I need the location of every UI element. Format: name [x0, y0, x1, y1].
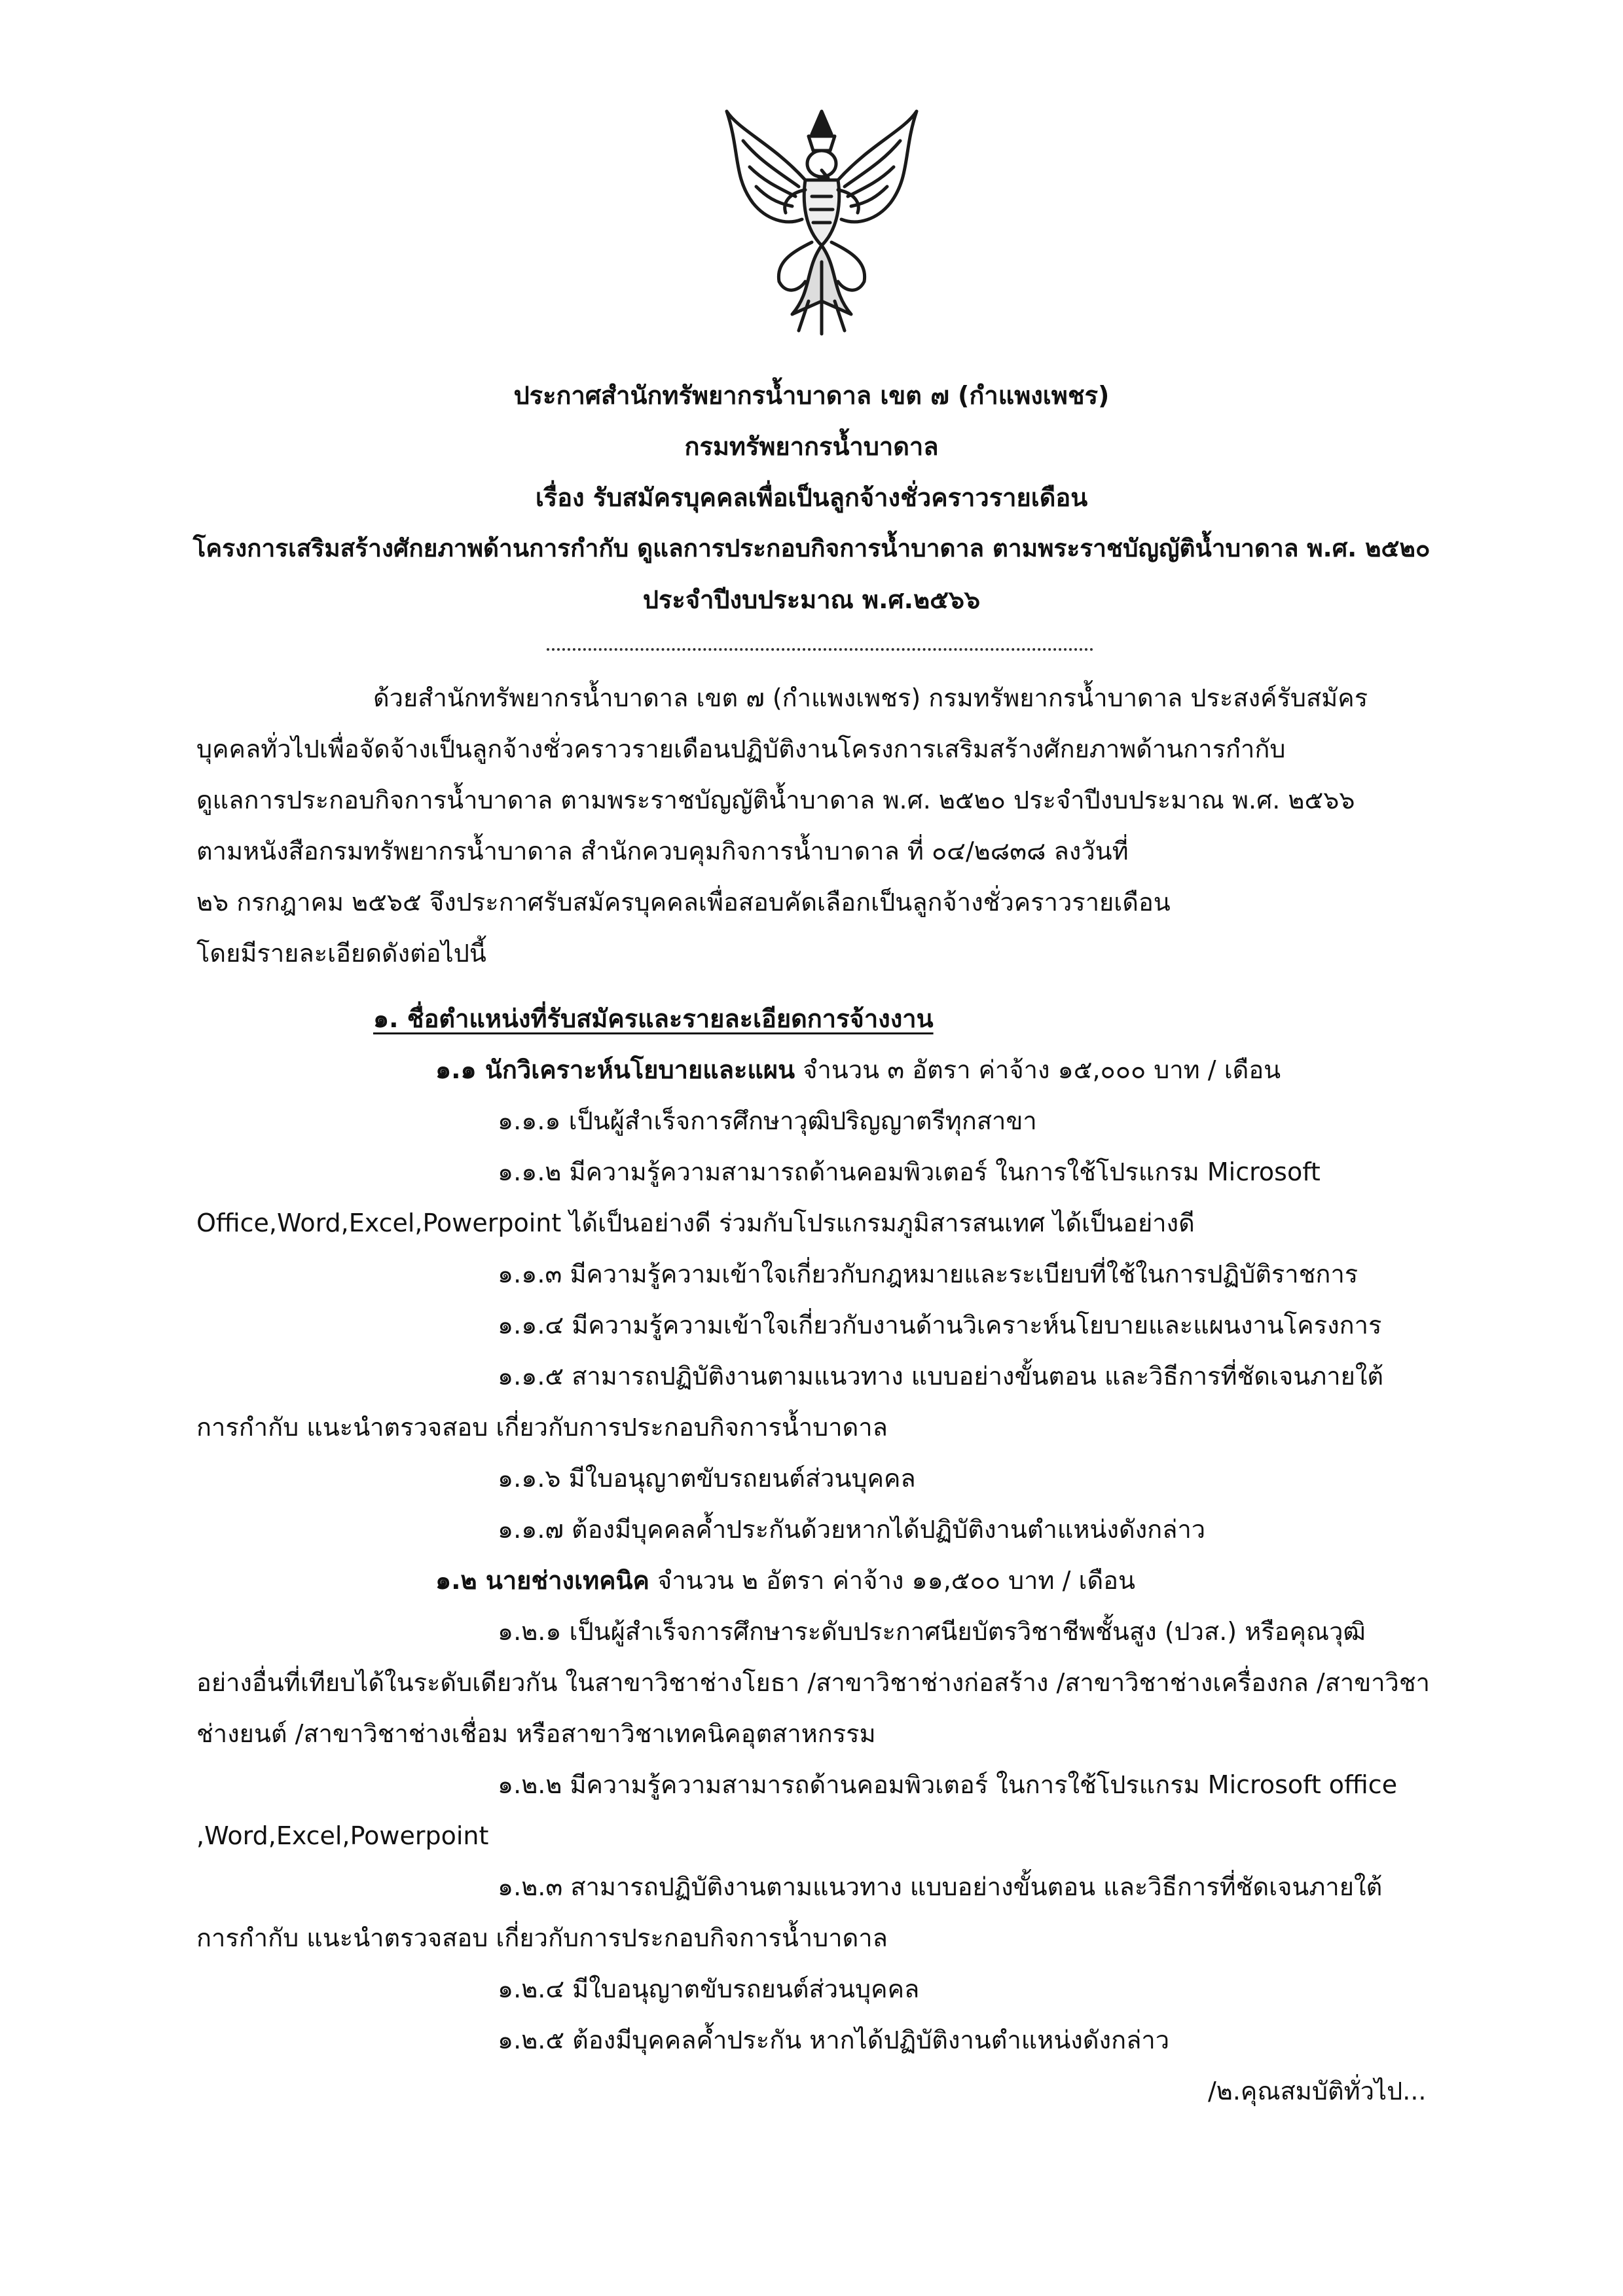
requirement-item: การกำกับ แนะนำตรวจสอบ เกี่ยวกับการประกอบกิจการน้ำบาดาล — [196, 1923, 888, 1952]
requirement-item: ๑.๒.๕ ต้องมีบุคคลค้ำประกัน หากได้ปฏิบัติงานตำแหน่งดังกล่าว — [498, 2026, 1170, 2054]
section-heading: ๑. ชื่อตำแหน่งที่รับสมัครและรายละเอียดการจ้างงาน — [373, 1004, 934, 1033]
intro-line: บุคคลทั่วไปเพื่อจัดจ้างเป็นลูกจ้างชั่วคราวรายเดือนปฏิบัติงานโครงการเสริมสร้างศักยภาพด้านการกำกับ — [196, 735, 1286, 763]
intro-line: ๒๖ กรกฎาคม ๒๕๖๕ จึงประกาศรับสมัครบุคคลเพื่อสอบคัดเลือกเป็นลูกจ้างชั่วคราวรายเดือน — [196, 888, 1171, 917]
department-name: กรมทรัพยากรน้ำบาดาล — [684, 432, 939, 461]
requirement-item: ช่างยนต์ /สาขาวิชาช่างเชื่อม หรือสาขาวิชาเทคนิคอุตสาหกรรม — [196, 1719, 876, 1748]
position-detail: จำนวน ๒ อัตรา ค่าจ้าง ๑๑,๕๐๐ บาท / เดือน — [657, 1566, 1135, 1595]
requirement-item: ๑.๒.๑ เป็นผู้สำเร็จการศึกษาระดับประกาศนียบัตรวิชาชีพชั้นสูง (ปวส.) หรือคุณวุฒิ — [498, 1617, 1366, 1646]
requirement-item: ๑.๑.๗ ต้องมีบุคคลค้ำประกันด้วยหากได้ปฏิบัติงานตำแหน่งดังกล่าว — [498, 1515, 1206, 1544]
continuation-note: /๒.คุณสมบัติทั่วไป... — [1208, 2077, 1427, 2105]
position-title: ๑.๑ นักวิเคราะห์นโยบายและแผน — [435, 1055, 795, 1084]
requirement-item: Office,Word,Excel,Powerpoint ได้เป็นอย่างดี ร่วมกับโปรแกรมภูมิสารสนเทศ ได้เป็นอย่างดี — [196, 1209, 1195, 1237]
requirement-item: ๑.๒.๒ มีความรู้ความสามารถด้านคอมพิวเตอร์ ในการใช้โปรแกรม Microsoft office — [498, 1770, 1398, 1799]
intro-line: ด้วยสำนักทรัพยากรน้ำบาดาล เขต ๗ (กำแพงเพชร) กรมทรัพยากรน้ำบาดาล ประสงค์รับสมัคร — [373, 683, 1368, 712]
position-detail: จำนวน ๓ อัตรา ค่าจ้าง ๑๕,๐๐๐ บาท / เดือน — [803, 1055, 1281, 1084]
requirement-item: ๑.๑.๓ มีความรู้ความเข้าใจเกี่ยวกับกฎหมายและระเบียบที่ใช้ในการปฏิบัติราชการ — [498, 1260, 1359, 1288]
announcement-title: ประกาศสำนักทรัพยากรน้ำบาดาล เขต ๗ (กำแพงเพชร) — [513, 381, 1110, 410]
title-divider — [547, 648, 1093, 651]
position-heading — [435, 1568, 1135, 1593]
intro-line: โดยมีรายละเอียดดังต่อไปนี้ — [196, 939, 486, 968]
requirement-item: ๑.๑.๖ มีใบอนุญาตขับรถยนต์ส่วนบุคคล — [498, 1464, 916, 1493]
requirement-item: ๑.๒.๓ สามารถปฏิบัติงานตามแนวทาง แบบอย่างขั้นตอน และวิธีการที่ชัดเจนภายใต้ — [498, 1872, 1383, 1901]
requirement-item: ๑.๒.๔ มีใบอนุญาตขับรถยนต์ส่วนบุคคล — [498, 1975, 920, 2003]
requirement-item: ๑.๑.๒ มีความรู้ความสามารถด้านคอมพิวเตอร์ ในการใช้โปรแกรม Microsoft — [498, 1157, 1321, 1186]
fiscal-year: ประจำปีงบประมาณ พ.ศ.๒๕๖๖ — [642, 585, 981, 614]
garuda-emblem-icon — [714, 105, 930, 340]
requirement-item: การกำกับ แนะนำตรวจสอบ เกี่ยวกับการประกอบกิจการน้ำบาดาล — [196, 1413, 888, 1442]
project-name: โครงการเสริมสร้างศักยภาพด้านการกำกับ ดูแลการประกอบกิจการน้ำบาดาล ตามพระราชบัญญัติน้ำบาดาล พ.ศ. ๒๕๒๐ — [192, 534, 1431, 562]
requirement-item: อย่างอื่นที่เทียบได้ในระดับเดียวกัน ในสาขาวิชาช่างโยธา /สาขาวิชาช่างก่อสร้าง /สาขาวิชาช่างเครื่องกล /สาขาวิชา — [196, 1668, 1431, 1697]
requirement-item: ๑.๑.๕ สามารถปฏิบัติงานตามแนวทาง แบบอย่างขั้นตอน และวิธีการที่ชัดเจนภายใต้ — [498, 1362, 1384, 1391]
requirement-item: ๑.๑.๔ มีความรู้ความเข้าใจเกี่ยวกับงานด้านวิเคราะห์นโยบายและแผนงานโครงการ — [498, 1311, 1382, 1339]
position-title: ๑.๒ นายช่างเทคนิค — [435, 1566, 649, 1595]
intro-line: ดูแลการประกอบกิจการน้ำบาดาล ตามพระราชบัญญัติน้ำบาดาล พ.ศ. ๒๕๒๐ ประจำปีงบประมาณ พ.ศ. ๒๕๖๖ — [196, 786, 1355, 814]
requirement-item: ๑.๑.๑ เป็นผู้สำเร็จการศึกษาวุฒิปริญญาตรีทุกสาขา — [498, 1106, 1037, 1135]
subject-line: เรื่อง รับสมัครบุคคลเพื่อเป็นลูกจ้างชั่วคราวรายเดือน — [535, 483, 1088, 512]
position-heading — [435, 1057, 1281, 1082]
requirement-item: ,Word,Excel,Powerpoint — [196, 1821, 489, 1850]
intro-line: ตามหนังสือกรมทรัพยากรน้ำบาดาล สำนักควบคุมกิจการน้ำบาดาล ที่ ๐๔/๒๘๓๘ ลงวันที่ — [196, 837, 1129, 866]
